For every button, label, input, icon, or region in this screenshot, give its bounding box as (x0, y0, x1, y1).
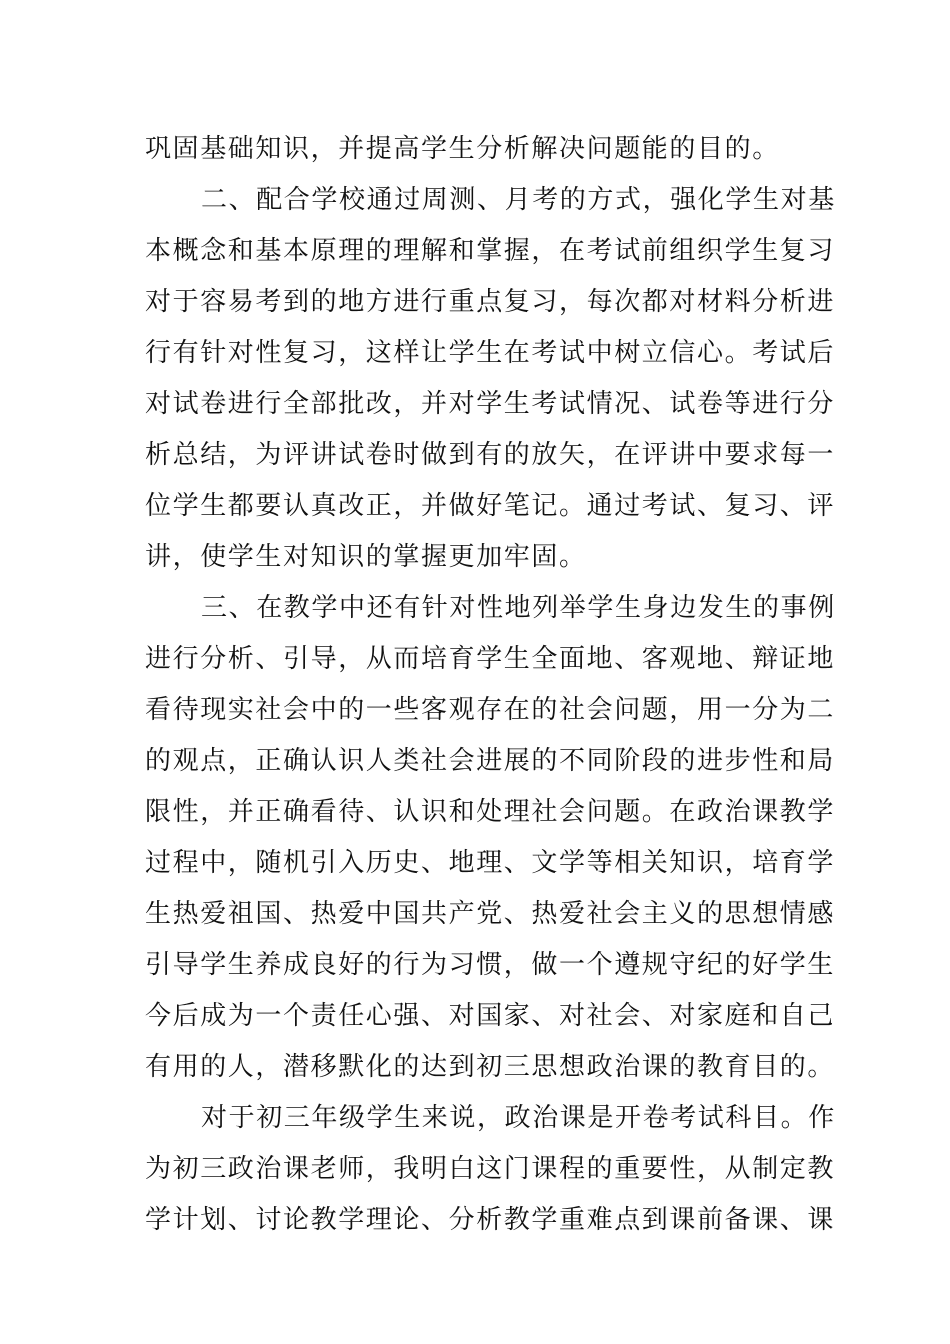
text-line-8: 位学生都要认真改正，并做好笔记。通过考试、复习、评 (145, 491, 836, 521)
text-line-15: 过程中，随机引入历史、地理、文学等相关知识，培育学 (145, 848, 836, 878)
text-line-12: 看待现实社会中的一些客观存在的社会问题，用一分为二 (145, 695, 836, 725)
text-line-7: 析总结，为评讲试卷时做到有的放矢，在评讲中要求每一 (145, 440, 836, 470)
text-line-18: 今后成为一个责任心强、对国家、对社会、对家庭和自己 (145, 1001, 836, 1031)
text-line-3: 本概念和基本原理的理解和掌握，在考试前组织学生复习 (145, 236, 836, 266)
text-line-20: 对于初三年级学生来说，政治课是开卷考试科目。作 (201, 1103, 836, 1133)
text-line-1: 巩固基础知识，并提高学生分析解决问题能的目的。 (145, 134, 780, 164)
text-line-16: 生热爱祖国、热爱中国共产党、热爱社会主义的思想情感 (145, 899, 836, 929)
text-line-6: 对试卷进行全部批改，并对学生考试情况、试卷等进行分 (145, 389, 836, 419)
text-line-11: 进行分析、引导，从而培育学生全面地、客观地、辩证地 (145, 644, 836, 674)
text-line-2: 二、配合学校通过周测、月考的方式，强化学生对基 (201, 185, 836, 215)
text-line-13: 的观点，正确认识人类社会进展的不同阶段的进步性和局 (145, 746, 836, 776)
text-line-10: 三、在教学中还有针对性地列举学生身边发生的事例 (201, 593, 836, 623)
text-line-14: 限性，并正确看待、认识和处理社会问题。在政治课教学 (145, 797, 836, 827)
text-line-17: 引导学生养成良好的行为习惯，做一个遵规守纪的好学生 (145, 950, 836, 980)
text-line-21: 为初三政治课老师，我明白这门课程的重要性，从制定教 (145, 1154, 836, 1184)
document-body (145, 124, 836, 1246)
text-line-5: 行有针对性复习，这样让学生在考试中树立信心。考试后 (145, 338, 836, 368)
text-line-4: 对于容易考到的地方进行重点复习，每次都对材料分析进 (145, 287, 836, 317)
text-line-22: 学计划、讨论教学理论、分析教学重难点到课前备课、课 (145, 1205, 836, 1235)
text-line-19: 有用的人，潜移默化的达到初三思想政治课的教育目的。 (145, 1052, 836, 1082)
text-line-9: 讲，使学生对知识的掌握更加牢固。 (145, 542, 587, 572)
